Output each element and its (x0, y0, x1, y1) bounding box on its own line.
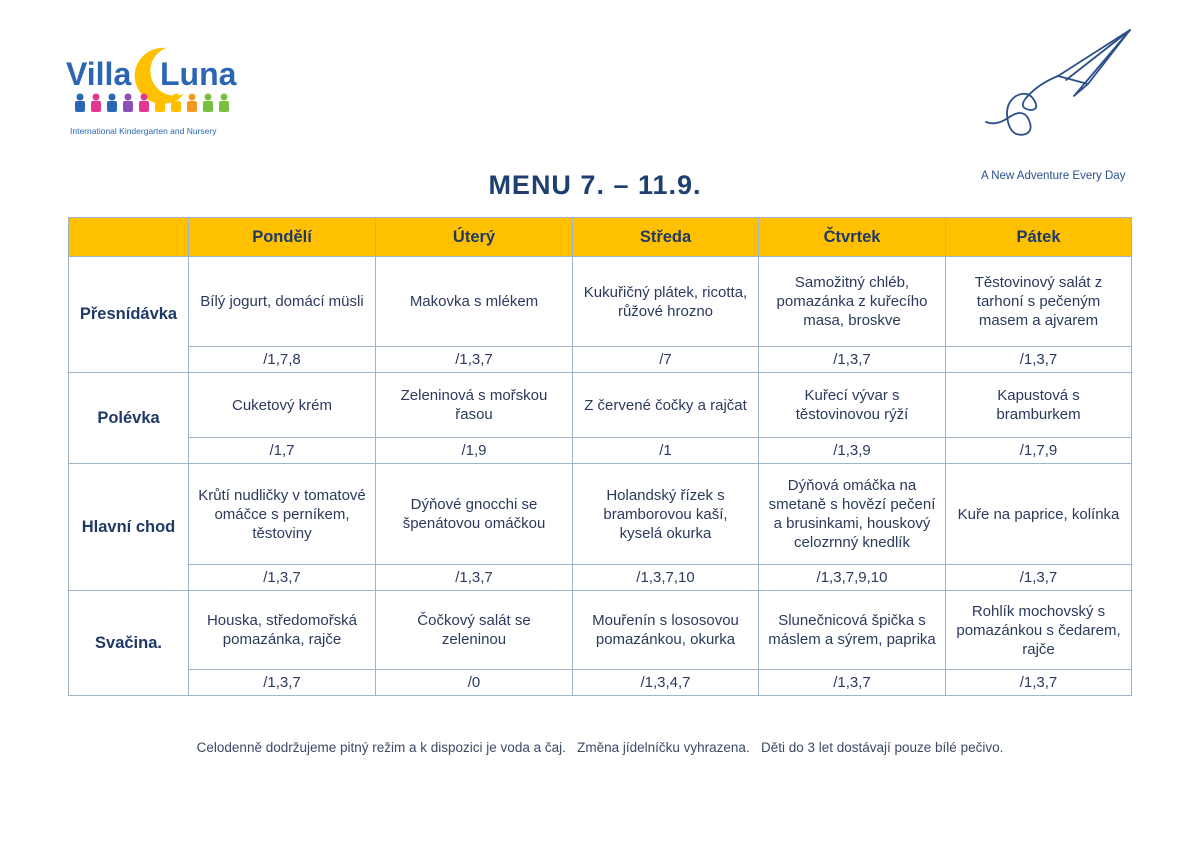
allergen-row (69, 438, 1132, 464)
day-header: Středa (573, 218, 759, 257)
meal-item: Kuřecí vývar s těstovinovou rýží (759, 373, 946, 438)
allergen-codes: /1,3,7 (946, 565, 1132, 591)
logo-name-villa: Villa (66, 56, 132, 92)
meal-item: Dýňová omáčka na smetaně s hovězí pečení a brusinkami, houskový celozrnný knedlík (759, 464, 946, 565)
meal-row-main (69, 464, 1132, 565)
meal-item: Kuře na paprice, kolínka (946, 464, 1132, 565)
tagline: A New Adventure Every Day (981, 170, 1126, 182)
meal-label: Hlavní chod (69, 464, 189, 591)
allergen-codes: /1,7,8 (189, 347, 376, 373)
allergen-codes: /1 (573, 438, 759, 464)
allergen-codes: /7 (573, 347, 759, 373)
children-icon (72, 92, 240, 114)
day-header: Pátek (946, 218, 1132, 257)
allergen-codes: /1,3,7 (376, 347, 573, 373)
allergen-row (69, 670, 1132, 696)
allergen-codes: /1,3,7 (946, 670, 1132, 696)
meal-item: Slunečnicová špička s máslem a sýrem, paprika (759, 591, 946, 670)
allergen-codes: /1,3,7 (189, 670, 376, 696)
allergen-codes: /1,3,7 (376, 565, 573, 591)
meal-item: Kapustová s bramburkem (946, 373, 1132, 438)
allergen-codes: /1,3,4,7 (573, 670, 759, 696)
meal-row-soup (69, 373, 1132, 438)
meal-item: Krůtí nudličky v tomatové omáčce s perníkem, těstoviny (189, 464, 376, 565)
meal-label: Svačina. (69, 591, 189, 696)
meal-item: Z červené čočky a rajčat (573, 373, 759, 438)
footer-note: Celodenně dodržujeme pitný režim a k dispozici je voda a čaj. Změna jídelníčku vyhrazena. Děti do 3 let dostávají pouze bílé pečivo. (196, 740, 1004, 755)
meal-row-snack-afternoon (69, 591, 1132, 670)
allergen-codes: /1,3,7 (759, 670, 946, 696)
allergen-row (69, 347, 1132, 373)
meal-item: Houska, středomořská pomazánka, rajče (189, 591, 376, 670)
meal-item: Mouřenín s lososovou pomazánkou, okurka (573, 591, 759, 670)
menu-table (68, 217, 1132, 696)
header-empty (69, 218, 189, 257)
page-title: MENU 7. – 11.9. (488, 170, 702, 200)
logo-name-luna: Luna (160, 56, 237, 92)
day-header: Pondělí (189, 218, 376, 257)
allergen-codes: /1,3,7 (189, 565, 376, 591)
meal-item: Cuketový krém (189, 373, 376, 438)
paper-plane-icon (978, 26, 1138, 161)
meal-item: Kukuřičný plátek, ricotta, růžové hrozno (573, 257, 759, 347)
meal-label: Polévka (69, 373, 189, 464)
allergen-codes: /1,3,7,10 (573, 565, 759, 591)
allergen-row (69, 565, 1132, 591)
meal-item: Holandský řízek s bramborovou kaší, kyselá okurka (573, 464, 759, 565)
day-header: Čtvrtek (759, 218, 946, 257)
day-header: Úterý (376, 218, 573, 257)
meal-label: Přesnídávka (69, 257, 189, 373)
meal-item: Samožitný chléb, pomazánka z kuřecího masa, broskve (759, 257, 946, 347)
meal-item: Dýňové gnocchi se špenátovou omáčkou (376, 464, 573, 565)
allergen-codes: /1,7,9 (946, 438, 1132, 464)
allergen-codes: /1,3,7 (946, 347, 1132, 373)
meal-item: Rohlík mochovský s pomazánkou s čedarem, rajče (946, 591, 1132, 670)
meal-item: Zeleninová s mořskou řasou (376, 373, 573, 438)
allergen-codes: /1,7 (189, 438, 376, 464)
villa-luna-logo (66, 44, 246, 139)
allergen-codes: /1,3,7,9,10 (759, 565, 946, 591)
meal-item: Bílý jogurt, domácí müsli (189, 257, 376, 347)
allergen-codes: /1,9 (376, 438, 573, 464)
meal-item: Makovka s mlékem (376, 257, 573, 347)
meal-row-snack-morning (69, 257, 1132, 347)
meal-item: Čočkový salát se zeleninou (376, 591, 573, 670)
allergen-codes: /1,3,7 (759, 347, 946, 373)
logo-subtitle: International Kindergarten and Nursery (70, 126, 217, 136)
header-row (69, 218, 1132, 257)
meal-item: Těstovinový salát z tarhoní s pečeným masem a ajvarem (946, 257, 1132, 347)
allergen-codes: /0 (376, 670, 573, 696)
allergen-codes: /1,3,9 (759, 438, 946, 464)
